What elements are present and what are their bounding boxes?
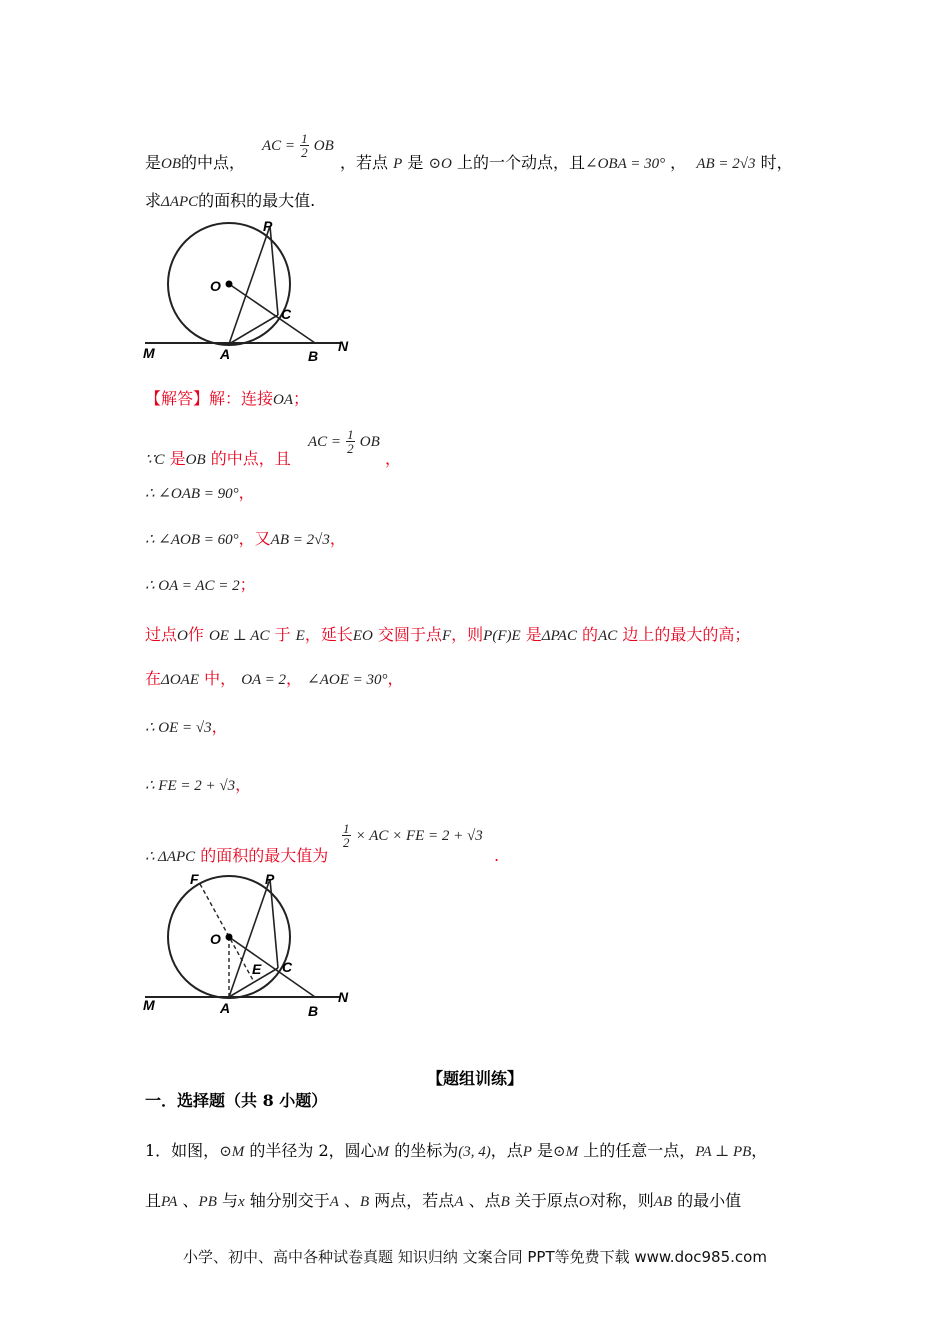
label-c: C: [281, 306, 292, 322]
training-section-heading: 一．选择题（共 8 小题）: [145, 1091, 328, 1110]
segment-pc: [270, 879, 278, 968]
solution-header: 【解答】解：连接OA；: [145, 389, 310, 408]
solution-step-1-fraction: AC = $\frac{1}{2}$ OB: [308, 427, 380, 456]
label-a: A: [220, 346, 231, 362]
label-m: M: [143, 345, 155, 361]
label-a: A: [220, 1000, 231, 1016]
label-n: N: [338, 989, 349, 1005]
segment-ap: [229, 226, 270, 344]
solution-step-9-end: .: [494, 846, 500, 865]
problem-line-1b: ，若点 P 是 ⊙O 上的一个动点，且∠OBA = 30° ， AB = 2√3 时，: [340, 153, 793, 172]
solution-step-7: ∴ OE = √3，: [145, 717, 228, 736]
figure-2: [140, 868, 360, 1023]
solution-step-1: ∵C 是OB 的中点，且: [145, 449, 291, 468]
label-b: B: [308, 348, 319, 364]
label-b: B: [308, 1003, 319, 1019]
solution-step-6: 在ΔOAE 中， OA = 2， ∠AOE = 30°，: [145, 669, 404, 688]
figure-1: [140, 215, 360, 365]
solution-step-4: ∴ OA = AC = 2；: [145, 575, 256, 594]
problem-line-2: 求ΔAPC的面积的最大值.: [145, 191, 316, 210]
solution-step-9: ∴ ΔAPC 的面积的最大值为: [145, 846, 329, 865]
question-1-line-1: 1．如图，⊙M 的半径为 2，圆心M 的坐标为(3, 4)，点P 是⊙M 上的任意一点，PA ⊥ PB，: [145, 1141, 768, 1160]
label-c: C: [282, 959, 293, 975]
label-n: N: [338, 338, 349, 354]
solution-step-2: ∴ ∠OAB = 90°，: [145, 483, 255, 502]
label-f: F: [190, 871, 199, 887]
label-o: O: [210, 931, 221, 947]
solution-step-1-end: ，: [385, 449, 402, 468]
solution-step-5: 过点O作 OE ⊥ AC 于 E，延长EO 交圆于点F，则P(F)E 是ΔPAC 的AC 边上的最大的高；: [145, 625, 751, 644]
question-1-line-2: 且PA 、PB 与x 轴分别交于A 、B 两点，若点A 、点B 关于原点O对称，则AB 的最小值: [145, 1191, 742, 1210]
label-m: M: [143, 997, 155, 1013]
label-o: O: [210, 278, 221, 294]
segment-ap: [229, 879, 270, 997]
problem-ac-fraction: AC = $\frac{1}{2}$ OB: [262, 131, 334, 160]
solution-step-9-fraction: $\frac{1}{2}$ × AC × FE = 2 + √3: [343, 821, 483, 850]
segment-ob: [229, 284, 315, 343]
solution-step-8: ∴ FE = 2 + √3，: [145, 775, 252, 794]
dashed-segment-fe: [200, 884, 254, 982]
segment-pc: [270, 226, 278, 315]
label-e: E: [252, 961, 262, 977]
center-point-o: [226, 281, 233, 288]
center-point-o: [226, 934, 233, 941]
solution-step-3: ∴ ∠AOB = 60°，又AB = 2√3，: [145, 529, 346, 548]
problem-line-1: 是OB的中点，: [145, 153, 246, 172]
segment-ob: [229, 937, 315, 997]
training-title: 【题组训练】: [426, 1069, 523, 1088]
page-footer: 小学、初中、高中各种试卷真题 知识归纳 文案合同 PPT等免费下载 www.doc985.com: [183, 1248, 767, 1266]
label-p: P: [265, 871, 275, 887]
label-p: P: [263, 218, 273, 234]
